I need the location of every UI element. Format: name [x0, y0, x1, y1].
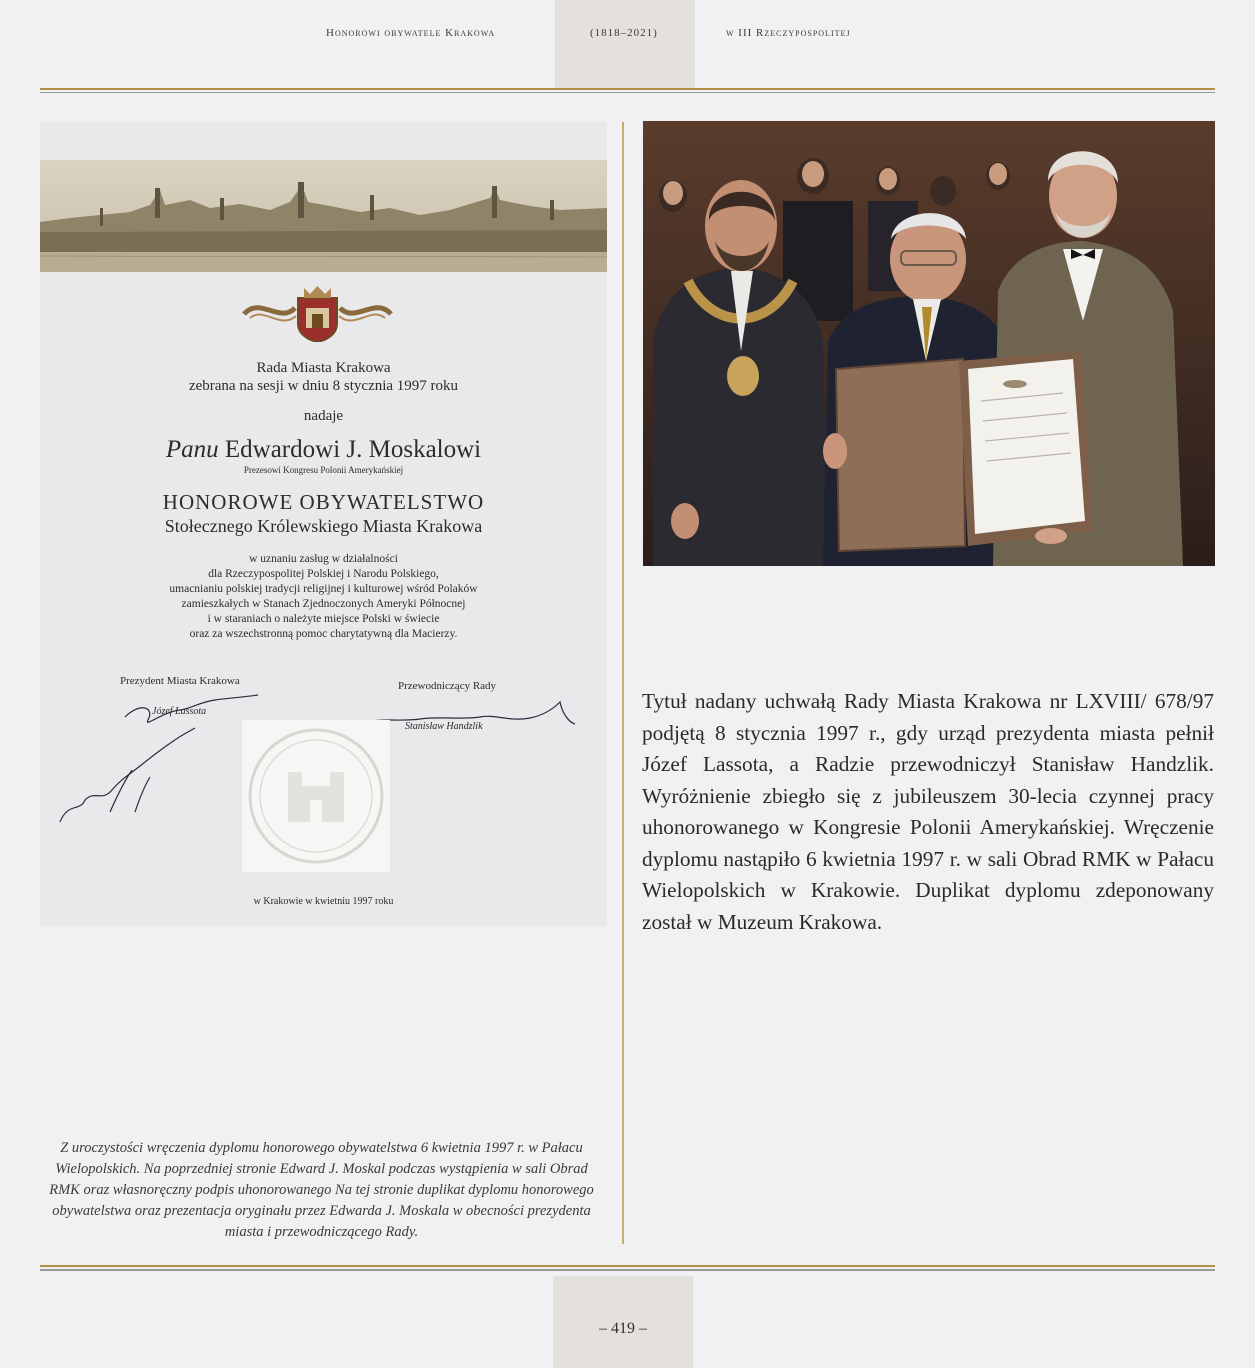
column-divider: [622, 122, 624, 1244]
diploma-image: [40, 122, 607, 926]
diploma-subtitle: Stołecznego Królewskiego Miasta Krakowa: [164, 516, 483, 536]
running-head-center: (1818–2021): [590, 27, 658, 39]
signatory-right-label: Przewodniczący Rady: [398, 680, 497, 692]
diploma-body-line: dla Rzeczypospolitej Polskiej i Narodu Polskiego,: [208, 568, 439, 580]
top-rule: [40, 88, 1215, 93]
ceremony-photograph: [643, 121, 1215, 566]
diploma-body-line: umacnianiu polskiej tradycji religijnej i kulturowej wśród Polaków: [169, 583, 478, 595]
diploma-body-line: zamieszkałych w Stanach Zjednoczonych Ameryki Północnej: [181, 598, 466, 610]
diploma-grants: nadaje: [303, 408, 344, 424]
diploma-recipient-role: Prezesowi Kongresu Polonii Amerykańskiej: [243, 465, 404, 475]
krakow-panorama-engraving: [40, 160, 607, 272]
diploma-body-line: oraz za wszechstronną pomoc charytatywną dla Macierzy.: [189, 628, 458, 640]
diploma-recipient: [40, 436, 607, 464]
diploma-place-date: w Krakowie w kwietniu 1997 roku: [253, 896, 394, 907]
photo-caption: Z uroczystości wręczenia dyplomu honorowego obywatelstwa 6 kwietnia 1997 r. w Pałacu Wielopolskich. Na poprzedniej stronie Edward J. Moskal podczas wystąpienia w sali Obrad RMK oraz własnoręczny podpis uhonorowanego Na tej stronie duplikat dyplomu honorowego obywatelstwa oraz prezentacja oryginału przez Edwarda J. Moskala w obecności prezydenta miasta i przewodniczącego Rady.: [49, 1140, 594, 1240]
page-number: – 419 –: [599, 1320, 647, 1337]
signatory-left-label: Prezydent Miasta Krakowa: [120, 675, 240, 687]
bottom-rule: [40, 1265, 1215, 1271]
diploma-session: zebrana na sesji w dniu 8 stycznia 1997 roku: [188, 378, 459, 394]
diploma-recipient-name: Edwardowi J. Moskalowi: [224, 436, 482, 463]
signatory-right-name: Stanisław Handzlik: [405, 721, 483, 732]
diploma-body-line: w uznaniu zasług w działalności: [249, 553, 398, 565]
diploma-council: Rada Miasta Krakowa: [256, 360, 391, 376]
header-band: [555, 0, 695, 88]
signatory-left-name: Józef Lassota: [152, 706, 207, 717]
krakow-coat-of-arms-ornament: [240, 284, 395, 342]
embossed-seal: [242, 720, 390, 872]
diploma-honorific: Panu: [165, 436, 219, 463]
running-head-left: Honorowi obywatele Krakowa: [326, 27, 496, 39]
running-head-right: w III Rzeczypospolitej: [726, 27, 851, 39]
diploma-title: HONOROWE OBYWATELSTWO: [162, 490, 485, 514]
body-text: Tytuł nadany uchwałą Rady Miasta Krakowa nr LXVIII/ 678/97 podjętą 8 stycznia 1997 r., gdy urząd prezydenta miasta pełnił Józef Lassota, a Radzie przewodniczył Stanisław Handzlik. Wyróżnienie zbiegło się z jubileuszem 30-lecia czynnej pracy uhonorowanego w Kongresie Polonii Amerykańskiej. Wręczenie dyplomu nastąpiło 6 kwietnia 1997 r. w sali Obrad RMK w Pałacu Wielopolskich w Krakowie. Duplikat dyplomu zdeponowany został w Muzeum Krakowa.: [642, 689, 1214, 934]
diploma-body-line: i w staraniach o należyte miejsce Polski w świecie: [207, 613, 440, 625]
